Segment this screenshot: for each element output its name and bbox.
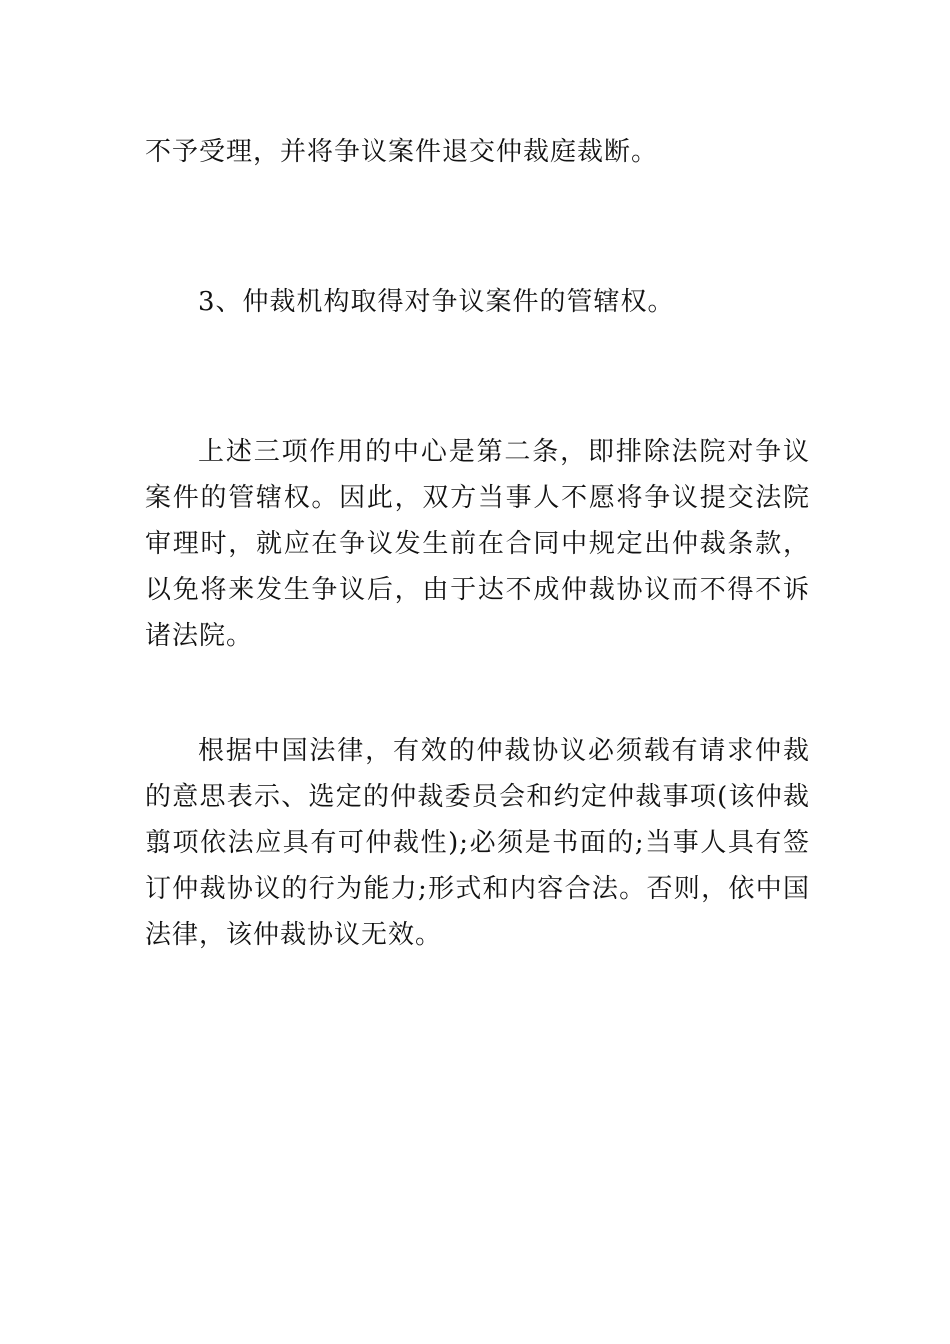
paragraph-validity-requirements: 根据中国法律，有效的仲裁协议必须载有请求仲裁的意思表示、选定的仲裁委员会和约定仲裁事项(该仲裁翦项依法应具有可仲裁性);必须是书面的;当事人具有签订仲裁协议的行为能力;形式和内容合法。否则，依中国法律，该仲裁协议无效。 (145, 736, 810, 950)
paragraph-summary: 上述三项作用的中心是第二条，即排除法院对争议案件的管辖权。因此，双方当事人不愿将争议提交法院审理时，就应在争议发生前在合同中规定出仲裁条款，以免将来发生争议后，由于达不成仲裁协议而不得不诉诸法院。 (145, 437, 810, 651)
paragraph-item-3: 3、仲裁机构取得对争议案件的管辖权。 (198, 287, 675, 317)
paragraph-continuation: 不予受理，并将争议案件退交仲裁庭裁断。 (145, 137, 659, 167)
